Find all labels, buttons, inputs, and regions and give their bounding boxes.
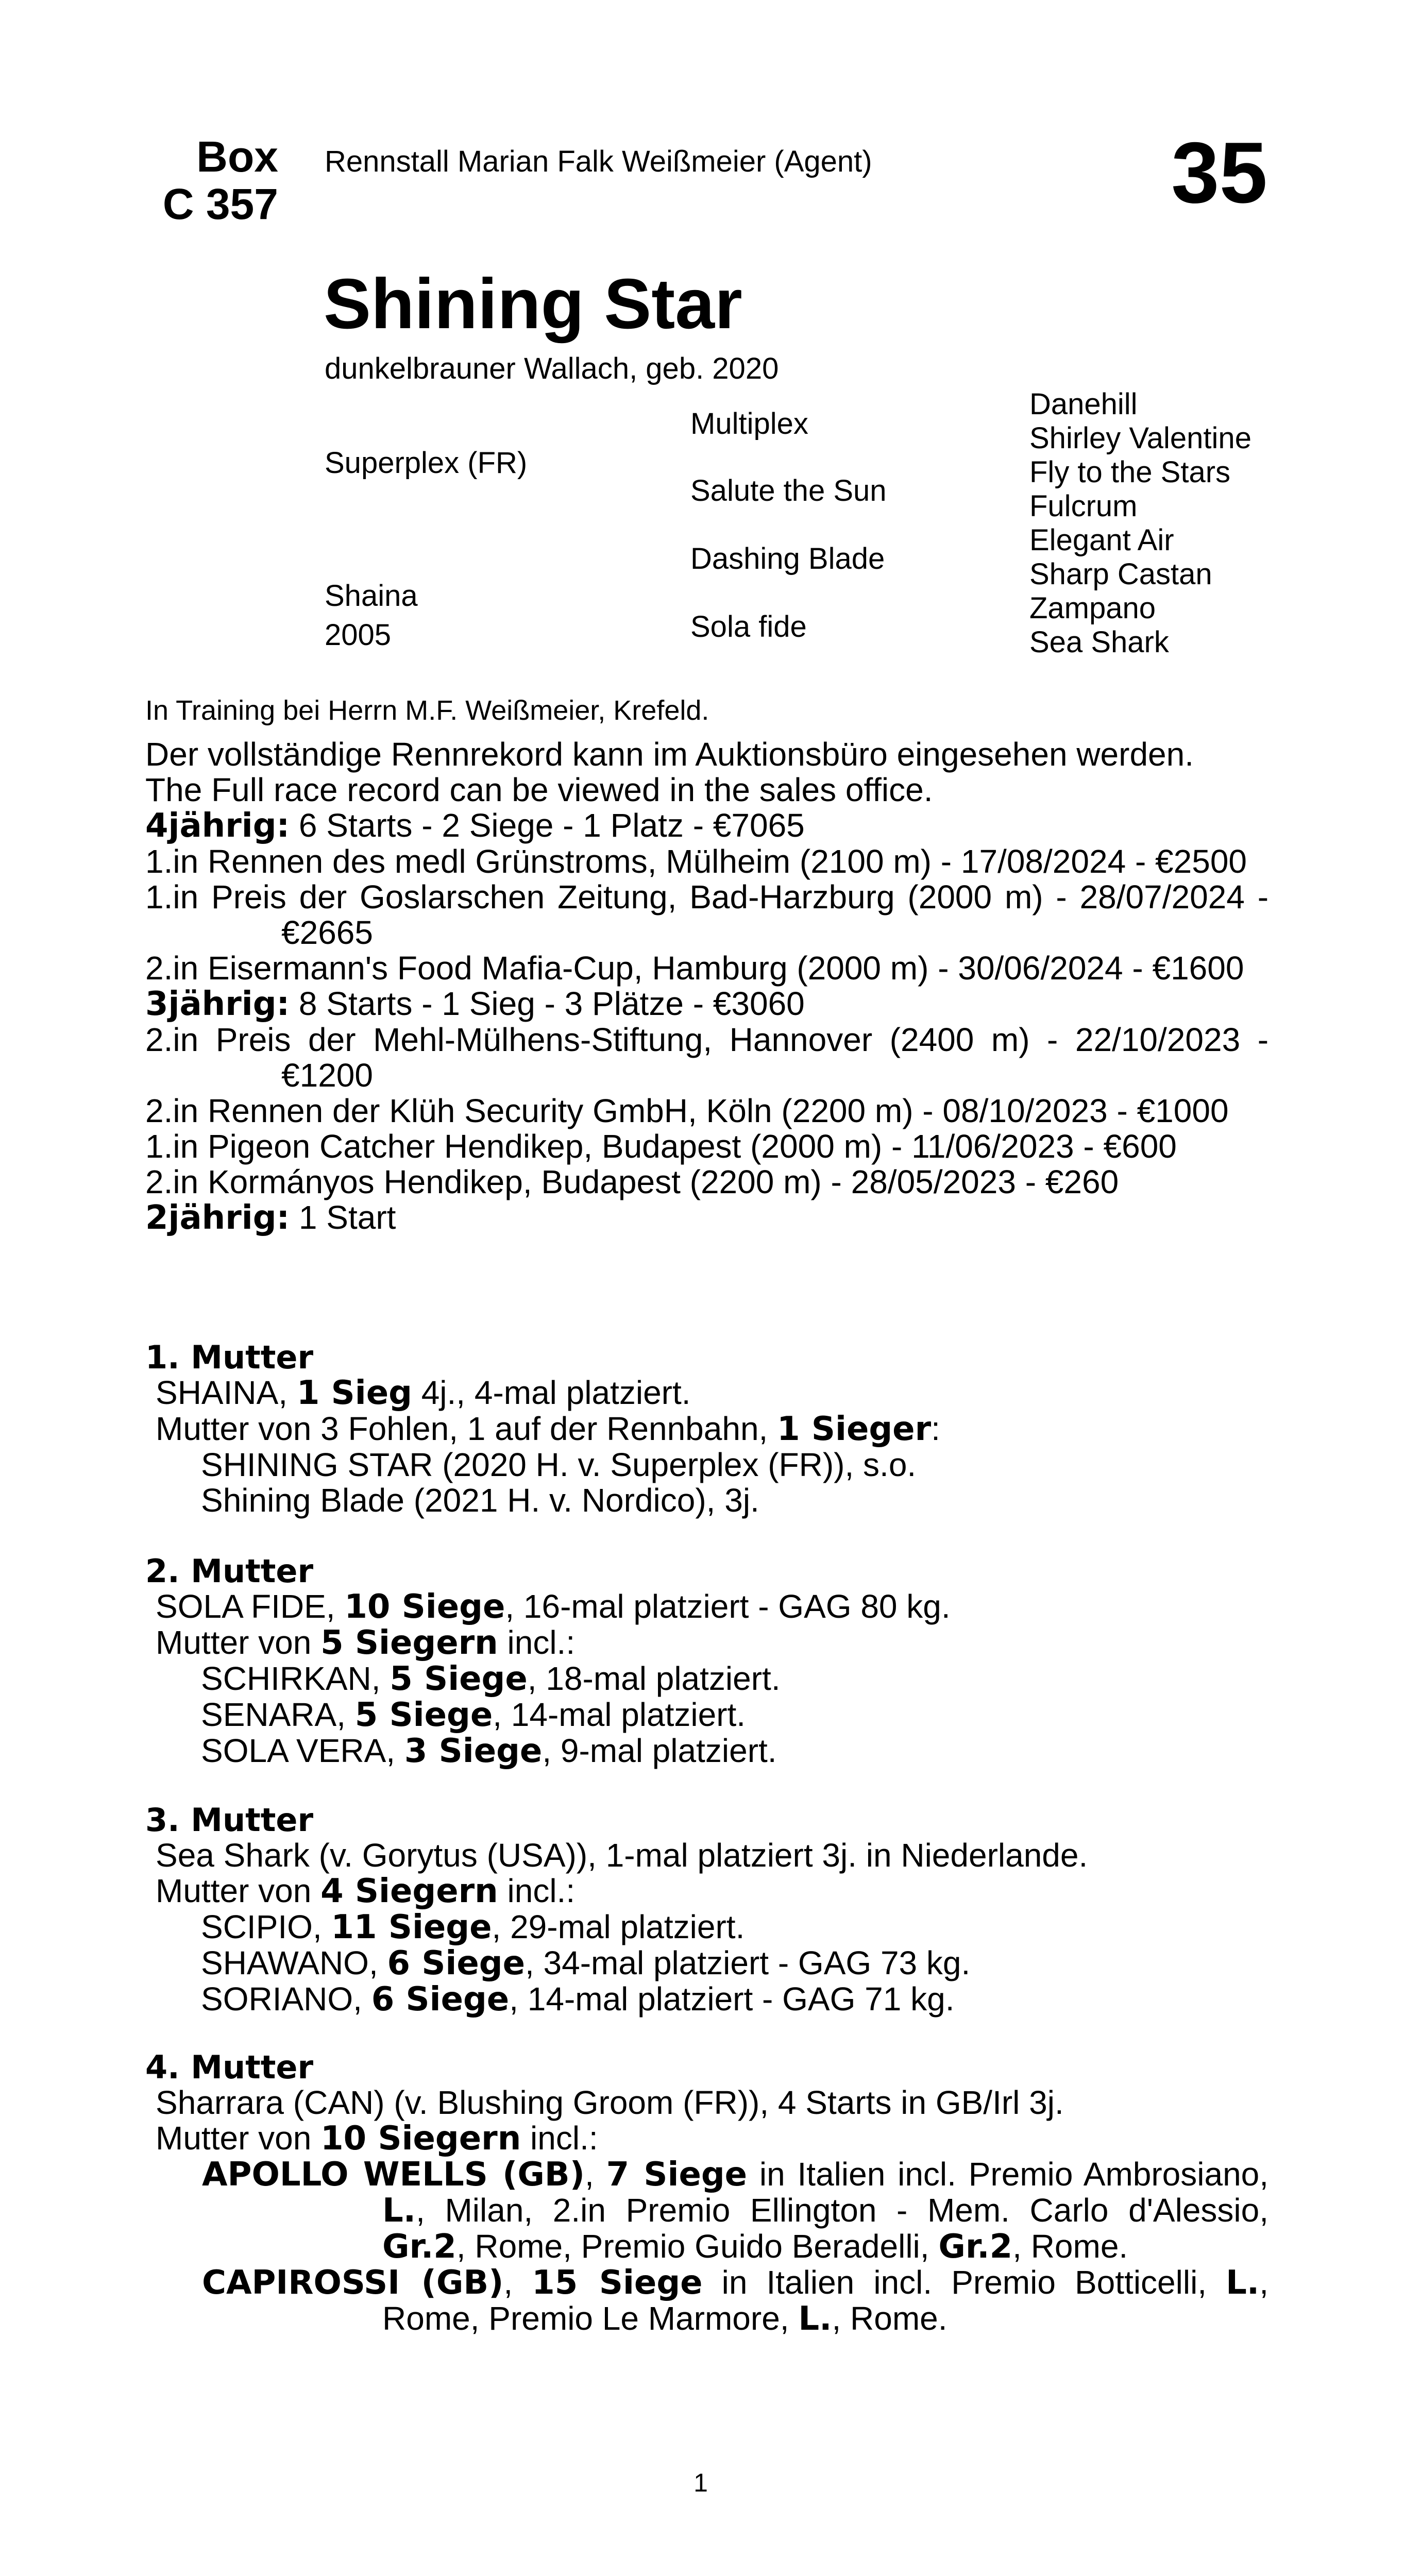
mutter-3-dam: Sea Shark (v. Gorytus (USA)), 1-mal platziert 3j. in Niederlande. (156, 1837, 1088, 1874)
foal-details: , 29-mal platziert. (492, 1908, 745, 1945)
pedigree-g3-item: Fly to the Stars (1029, 455, 1231, 489)
produce-suffix: incl.: (498, 1624, 576, 1661)
dam-wins: 1 Sieg (296, 1374, 412, 1412)
race-entry: 1.in Preis der Goslarschen Zeitung, Bad-Harzburg (2000 m) - 28/07/2024 - €2665 (145, 878, 1268, 951)
mutter-2-produce (145, 1625, 1268, 1661)
pedigree-g3-item: Sea Shark (1029, 625, 1169, 659)
race-entry: 1.in Rennen des medl Grünstroms, Mülheim (2100 m) - 17/08/2024 - €2500 (145, 843, 1247, 880)
pedigree-g3-item: Danehill (1029, 387, 1138, 421)
horse-name: Shining Star (324, 264, 742, 344)
foal-entry (145, 1981, 1268, 2018)
pedigree-sire-sire: Multiplex (690, 407, 808, 440)
foal-entry (145, 1733, 1268, 1769)
record-intro-de: Der vollständige Rennrekord kann im Auktionsbüro eingesehen werden. (145, 736, 1194, 773)
text: , Rome, Premio Le Marmore, (382, 2264, 1268, 2337)
race-entry: 2.in Eisermann's Food Mafia-Cup, Hamburg (2000 m) - 30/06/2024 - €1600 (145, 950, 1244, 987)
box-number: C 357 (162, 180, 278, 228)
foal-wins: 15 Siege (532, 2264, 703, 2302)
box-label-block (144, 133, 278, 228)
foal-entry-capirossi (145, 2265, 1268, 2337)
produce-suffix: incl.: (521, 2120, 598, 2157)
age4-stats: 6 Starts - 2 Siege - 1 Platz - €7065 (290, 807, 805, 844)
age2-stats: 1 Start (290, 1199, 396, 1236)
produce-winners: 1 Sieger (777, 1410, 932, 1448)
race-entry: 2.in Kormányos Hendikep, Budapest (2200 m) - 28/05/2023 - €260 (145, 1163, 1119, 1200)
race-entry: 2.in Preis der Mehl-Mülhens-Stiftung, Hannover (2400 m) - 22/10/2023 - €1200 (145, 1021, 1268, 1094)
mutter-3-heading: 3. Mutter (145, 1801, 314, 1839)
pedigree-g3-item: Fulcrum (1029, 489, 1138, 523)
produce-winners: 4 Siegern (320, 1872, 498, 1910)
record-age3-summary (145, 986, 1268, 1022)
page-number: 1 (693, 2468, 708, 2497)
race-entry: 1.in Pigeon Catcher Hendikep, Budapest (2000 m) - 11/06/2023 - €600 (145, 1128, 1177, 1165)
foal-name: SCHIRKAN, (201, 1660, 390, 1697)
foal-wins: 3 Siege (404, 1732, 543, 1770)
race-grade: Gr.2 (938, 2228, 1013, 2266)
record-age4-summary (145, 808, 1268, 844)
text: , (503, 2264, 532, 2301)
foal-details: , 34-mal platziert - GAG 73 kg. (525, 1944, 971, 1981)
foal-name: SORIANO, (201, 1980, 371, 2018)
mutter-1-produce (145, 1411, 1268, 1447)
mutter-3-section (145, 1802, 1268, 2018)
text: , Rome, Premio Guido Beradelli, (456, 2228, 939, 2265)
pedigree-g3-item: Shirley Valentine (1029, 421, 1251, 455)
foal-name: APOLLO WELLS (GB) (202, 2156, 585, 2194)
mutter-2-section (145, 1553, 1268, 1769)
foal-name: SENARA, (201, 1696, 355, 1733)
foal-wins: 5 Siege (354, 1696, 493, 1734)
race-entry: 2.in Rennen der Klüh Security GmbH, Köln (2200 m) - 08/10/2023 - €1000 (145, 1092, 1229, 1129)
produce-text: Mutter von 3 Fohlen, 1 auf der Rennbahn, (156, 1410, 777, 1447)
produce-text: Mutter von (156, 1624, 321, 1661)
mutter-1-heading: 1. Mutter (145, 1338, 314, 1376)
agent-name: Rennstall Marian Falk Weißmeier (Agent) (325, 145, 872, 178)
race-record (145, 737, 1268, 1236)
age3-label: 3jährig: (145, 985, 290, 1023)
foal-entry: Shining Blade (2021 H. v. Nordico), 3j. (201, 1482, 759, 1519)
text: in Italien incl. Premio Botticelli, (702, 2264, 1226, 2301)
mutter-4-dam: Sharrara (CAN) (v. Blushing Groom (FR)), 4 Starts in GB/Irl 3j. (156, 2084, 1064, 2121)
foal-wins: 7 Siege (606, 2156, 748, 2194)
record-age2-summary (145, 1200, 1268, 1236)
dam-name: SHAINA, (156, 1374, 297, 1411)
dam-name: SOLA FIDE, (156, 1588, 345, 1625)
pedigree-sire-dam: Salute the Sun (690, 474, 887, 507)
produce-text: Mutter von (156, 2120, 321, 2157)
foal-entry: SHINING STAR (2020 H. v. Superplex (FR)), s.o. (201, 1446, 917, 1483)
dam-details: , 16-mal platziert - GAG 80 kg. (505, 1588, 951, 1625)
produce-winners: 10 Siegern (320, 2120, 521, 2158)
race-grade: L. (1226, 2264, 1260, 2302)
pedigree-g3-item: Zampano (1029, 591, 1156, 625)
mutter-4-produce (145, 2121, 1268, 2157)
foal-name: CAPIROSSI (GB) (202, 2264, 504, 2302)
pedigree-g3-item: Elegant Air (1029, 523, 1174, 557)
dam-wins: 10 Siege (344, 1588, 505, 1626)
pedigree-dam-dam: Sola fide (690, 610, 807, 643)
mutter-4-section (145, 2049, 1268, 2337)
mutter-3-produce (145, 1873, 1268, 1909)
dam-details: 4j., 4-mal platziert. (412, 1374, 691, 1411)
produce-winners: 5 Siegern (320, 1624, 498, 1662)
foal-wins: 6 Siege (387, 1944, 525, 1982)
mutter-2-heading: 2. Mutter (145, 1552, 314, 1590)
horse-description: dunkelbrauner Wallach, geb. 2020 (325, 352, 779, 385)
foal-entry (145, 1697, 1268, 1733)
age3-stats: 8 Starts - 1 Sieg - 3 Plätze - €3060 (290, 985, 805, 1022)
mutter-2-dam (145, 1589, 1268, 1625)
produce-suffix: incl.: (498, 1872, 576, 1909)
foal-wins: 6 Siege (371, 1980, 510, 2019)
pedigree-sire: Superplex (FR) (325, 446, 528, 480)
foal-details: , 18-mal platziert. (527, 1660, 781, 1697)
lot-number: 35 (1171, 124, 1267, 221)
foal-name: SCIPIO, (201, 1908, 331, 1945)
mutter-4-heading: 4. Mutter (145, 2048, 314, 2086)
foal-wins: 11 Siege (331, 1908, 492, 1946)
record-intro-en: The Full race record can be viewed in the sales office. (145, 771, 933, 808)
pedigree-dam: Shaina (325, 579, 418, 613)
pedigree-dam-sire: Dashing Blade (690, 542, 885, 575)
race-grade: L. (798, 2300, 832, 2338)
foal-entry (145, 1909, 1268, 1945)
foal-details: , 9-mal platziert. (542, 1732, 777, 1769)
mutter-1-section (145, 1340, 1268, 1518)
foal-wins: 5 Siege (390, 1660, 528, 1698)
produce-suffix: : (931, 1410, 940, 1447)
produce-text: Mutter von (156, 1872, 321, 1909)
age4-label: 4jährig: (145, 807, 290, 845)
mutter-1-dam (145, 1375, 1268, 1411)
box-label: Box (196, 132, 278, 181)
text: , Milan, 2.in Premio Ellington - Mem. Carlo d'Alessio, (416, 2192, 1268, 2229)
foal-entry (145, 1661, 1268, 1697)
text: , Rome. (832, 2300, 948, 2337)
pedigree-g3-item: Sharp Castan (1029, 557, 1212, 591)
foal-entry-apollo-wells (145, 2157, 1268, 2265)
foal-name: SHAWANO, (201, 1944, 387, 1981)
race-grade: L. (382, 2192, 416, 2230)
text: , Rome. (1012, 2228, 1128, 2265)
pedigree-g3 (1029, 387, 1251, 659)
foal-details: , 14-mal platziert. (493, 1696, 746, 1733)
foal-details: , 14-mal platziert - GAG 71 kg. (509, 1980, 955, 2018)
pedigree-dam-year: 2005 (325, 618, 392, 652)
text: , (584, 2156, 606, 2193)
age2-label: 2jährig: (145, 1199, 290, 1237)
training-info: In Training bei Herrn M.F. Weißmeier, Krefeld. (145, 695, 709, 726)
text: in Italien incl. Premio Ambrosiano, (747, 2156, 1269, 2193)
foal-name: SOLA VERA, (201, 1732, 404, 1769)
foal-entry (145, 1945, 1268, 1981)
race-grade: Gr.2 (382, 2228, 456, 2266)
